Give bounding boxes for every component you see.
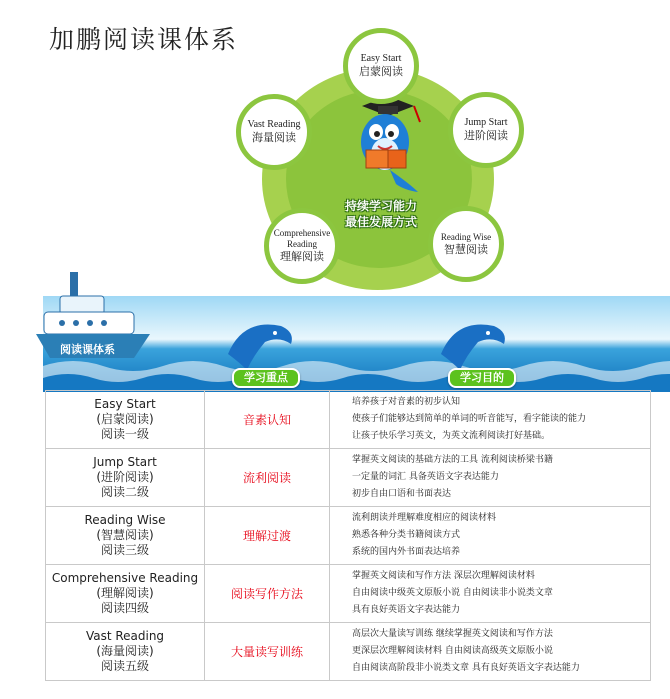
node-en-label: Vast Reading (247, 118, 301, 130)
level-grade: 阅读五级 (100, 659, 149, 673)
goal-line: 让孩子快乐学习英文，为英文流利阅读打好基础。 (352, 431, 551, 441)
level-cell (46, 623, 205, 681)
goal-line: 系统的国内外书面表达培养 (352, 547, 461, 557)
level-en: Jump Start (93, 455, 157, 469)
goal-cell (330, 449, 651, 507)
focus-cell: 理解过渡 (205, 507, 330, 565)
slogan-line-2: 最佳发展方式 (344, 215, 417, 229)
node-en-label: Easy Start (360, 52, 402, 64)
level-zh: (智慧阅读) (96, 528, 154, 542)
node-en-label: Jump Start (464, 116, 508, 128)
goal-line: 更深层次理解阅读材料 自由阅读高级英文原版小说 (352, 646, 553, 656)
node-en-label: Reading Wise (440, 231, 492, 242)
focus-cell: 流利阅读 (205, 449, 330, 507)
goal-line: 掌握英文阅读和写作方法 深层次理解阅读材料 (352, 571, 535, 581)
goal-line: 高层次大量读写训练 继续掌握英文阅读和写作方法 (352, 629, 553, 639)
level-en: Comprehensive Reading (51, 571, 199, 585)
focus-cell: 大量读写训练 (205, 623, 330, 681)
goal-cell (330, 565, 651, 623)
level-cell (46, 391, 205, 449)
level-cell (46, 449, 205, 507)
ship-label: 阅读课体系 (55, 340, 120, 358)
goal-line: 初步自由口语和书面表达 (352, 489, 452, 499)
goal-line: 自由阅读高阶段非小说类文章 具有良好英语文字表达能力 (352, 663, 580, 673)
goal-line: 培养孩子对音素的初步认知 (352, 397, 461, 407)
level-grade: 阅读三级 (100, 543, 149, 557)
goal-line: 熟悉各种分类书籍阅读方式 (352, 530, 461, 540)
level-en: Easy Start (94, 397, 156, 411)
level-grade: 阅读一级 (100, 427, 149, 441)
level-grade: 阅读四级 (100, 601, 149, 615)
curriculum-table (45, 390, 651, 681)
node-zh-label: 理解阅读 (280, 250, 324, 264)
page-title: 加鹏阅读课体系 (49, 25, 239, 54)
node-reading-wise (428, 206, 504, 282)
level-grade: 阅读二级 (100, 485, 149, 499)
table-row (46, 391, 651, 449)
node-zh-label: 海量阅读 (252, 131, 296, 145)
focus-cell: 阅读写作方法 (205, 565, 330, 623)
reading-system-diagram (0, 0, 670, 290)
level-cell (46, 507, 205, 565)
level-cell (46, 565, 205, 623)
goal-line: 一定量的词汇 具备英语文字表达能力 (352, 472, 499, 482)
level-zh: (理解阅读) (96, 586, 154, 600)
node-vast-reading (236, 94, 312, 170)
node-zh-label: 进阶阅读 (464, 129, 508, 143)
goal-cell (330, 507, 651, 565)
level-en: Reading Wise (84, 513, 166, 527)
node-zh-label: 智慧阅读 (444, 242, 488, 256)
node-zh-label: 启蒙阅读 (359, 65, 403, 79)
goal-line: 具有良好英语文字表达能力 (352, 605, 461, 615)
goal-line: 掌握英文阅读的基础方法的工具 流利阅读桥梁书籍 (352, 455, 553, 465)
level-zh: (海量阅读) (96, 644, 154, 658)
table-row (46, 449, 651, 507)
level-zh: (启蒙阅读) (96, 412, 154, 426)
goal-cell (330, 623, 651, 681)
badge-focus: 学习重点 (232, 368, 300, 388)
focus-cell: 音素认知 (205, 391, 330, 449)
table-row (46, 565, 651, 623)
badge-goal: 学习目的 (448, 368, 516, 388)
table-row (46, 623, 651, 681)
slogan-line-1: 持续学习能力 (344, 199, 417, 213)
table-row (46, 507, 651, 565)
level-en: Vast Reading (85, 629, 165, 643)
node-easy-start (343, 28, 419, 104)
level-zh: (进阶阅读) (96, 470, 154, 484)
goal-line: 使孩子们能够达到简单的单词的听音能写，看字能读的能力 (352, 414, 587, 424)
node-comprehensive-reading (264, 208, 340, 284)
goal-line: 流利朗读并理解难度相应的阅读材料 (352, 513, 497, 523)
dolphin-mascot-icon (340, 92, 430, 196)
goal-line: 自由阅读中级英文原版小说 自由阅读非小说类文章 (352, 588, 553, 598)
slogan (322, 198, 440, 230)
node-jump-start (448, 92, 524, 168)
goal-cell (330, 391, 651, 449)
node-en-label: Comprehensive Reading (273, 227, 331, 250)
